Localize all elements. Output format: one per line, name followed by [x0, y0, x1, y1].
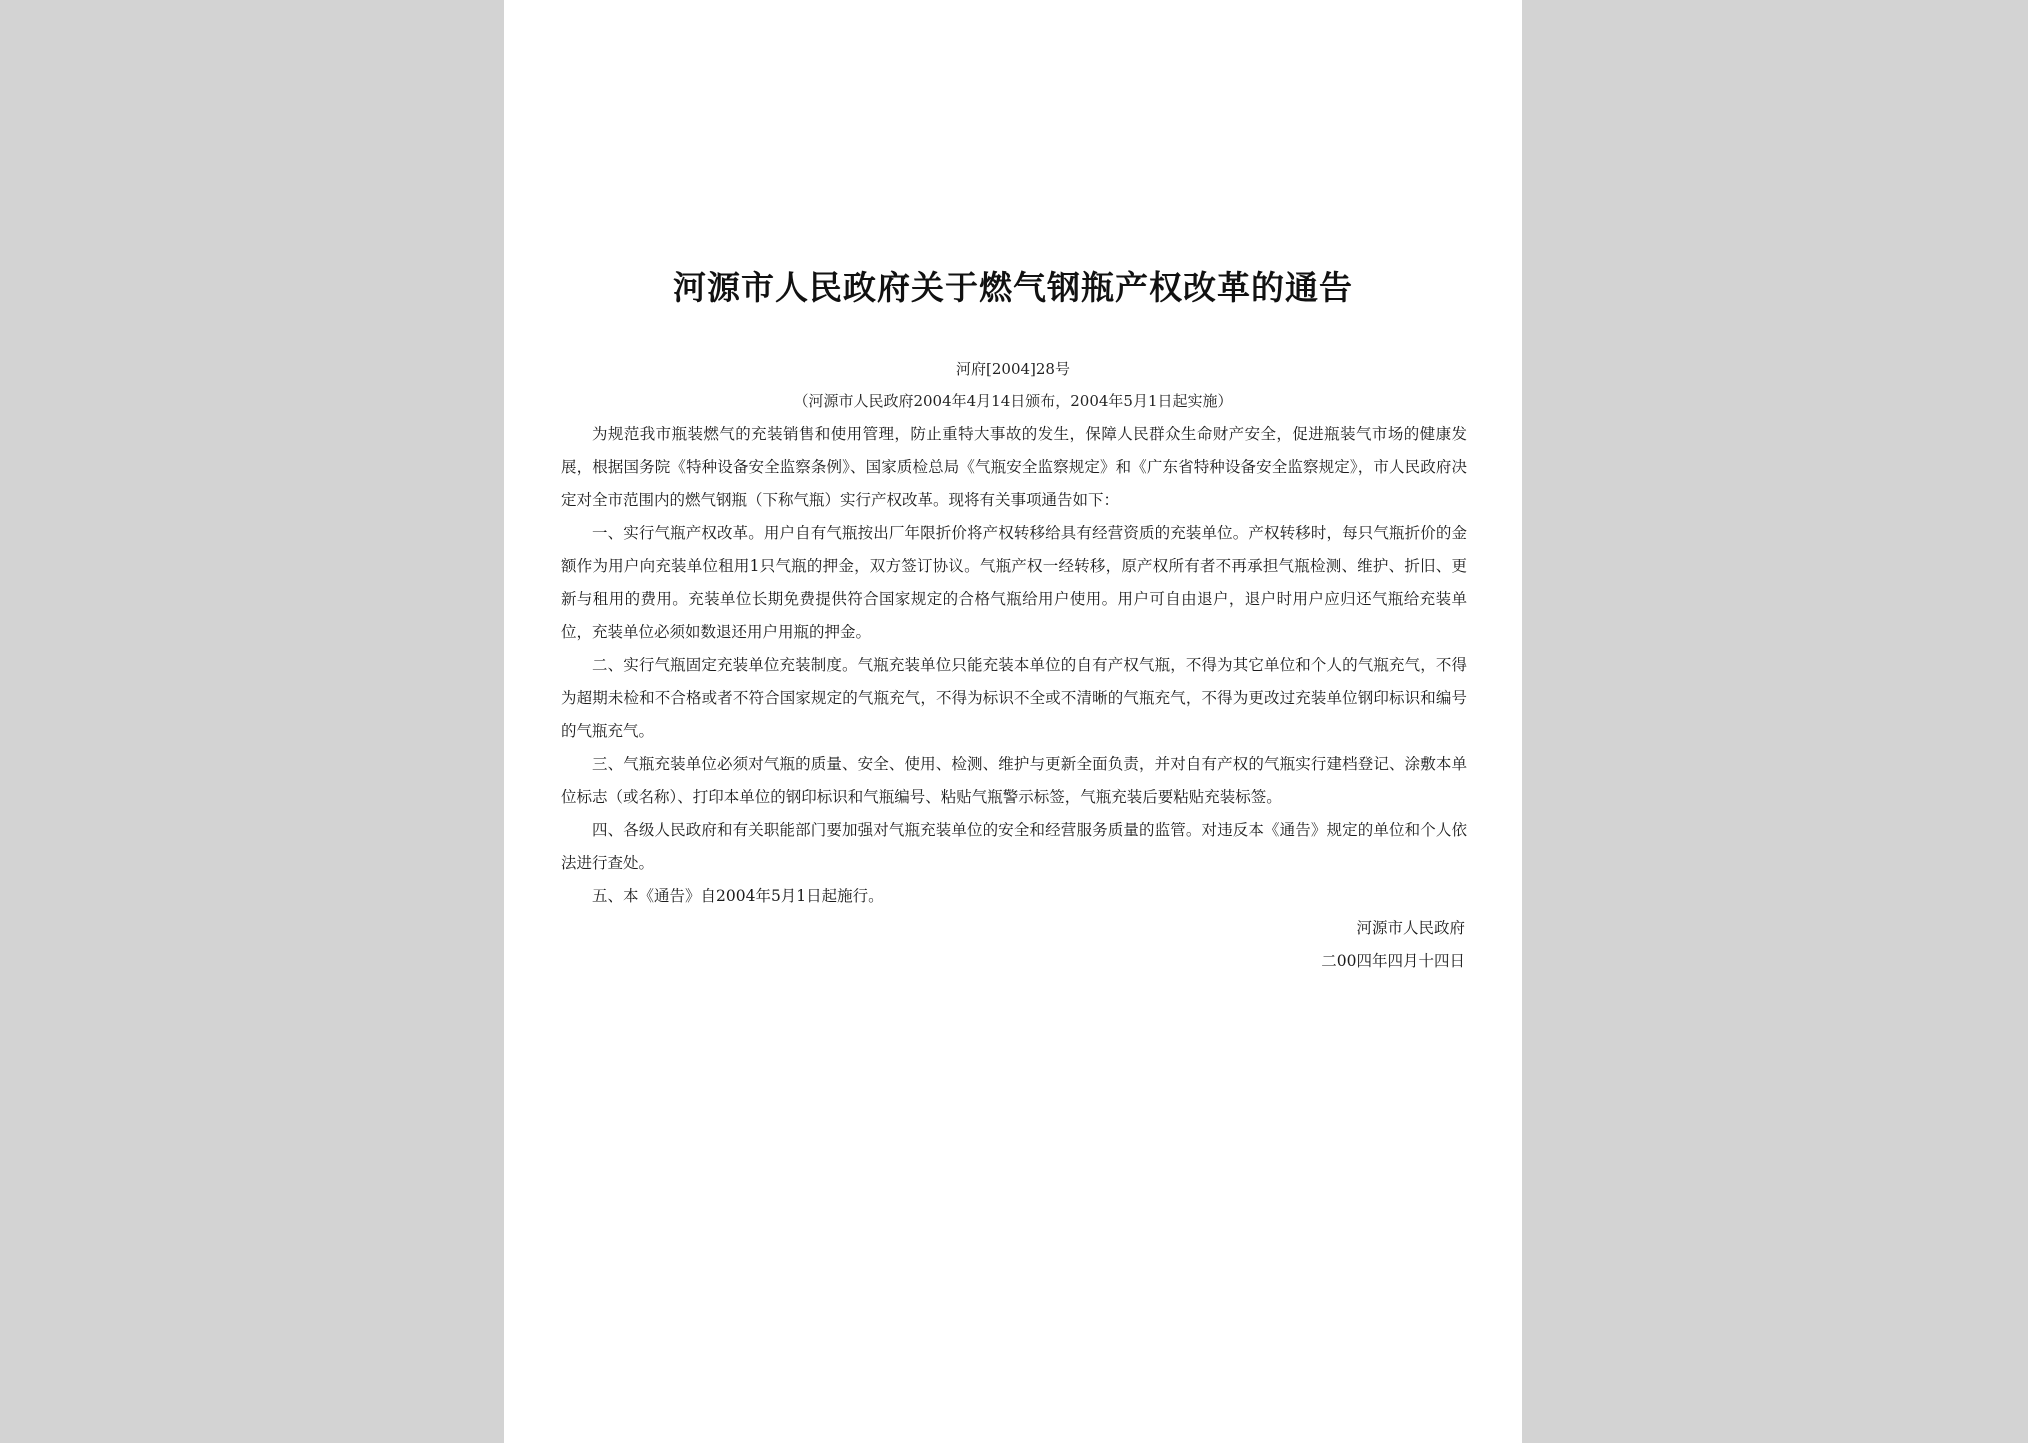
- issuer-name: 河源市人民政府: [1356, 919, 1465, 937]
- document-body: [561, 418, 1467, 913]
- document-number: 河府[2004]28号: [956, 360, 1070, 378]
- clause-paragraph-2: 二、实行气瓶固定充装单位充装制度。气瓶充装单位只能充装本单位的自有产权气瓶，不得为其它单位和个人的气瓶充气，不得为超期未检和不合格或者不符合国家规定的气瓶充气，不得为标识不全或不清晰的气瓶充气，不得为更改过充装单位钢印标识和编号的气瓶充气。: [561, 656, 1467, 740]
- promulgation-note: （河源市人民政府2004年4月14日颁布，2004年5月1日起实施）: [793, 392, 1233, 410]
- document-page: [504, 0, 1522, 1443]
- signature-block: [1321, 912, 1465, 978]
- clause-paragraph-1: 一、实行气瓶产权改革。用户自有气瓶按出厂年限折价将产权转移给具有经营资质的充装单位。产权转移时，每只气瓶折价的金额作为用户向充装单位租用1只气瓶的押金，双方签订协议。气瓶产权一经转移，原产权所有者不再承担气瓶检测、维护、折旧、更新与租用的费用。充装单位长期免费提供符合国家规定的合格气瓶给用户使用。用户可自由退户，退户时用户应归还气瓶给充装单位，充装单位必须如数退还用户用瓶的押金。: [561, 524, 1467, 641]
- document-title: 河源市人民政府关于燃气钢瓶产权改革的通告: [673, 268, 1353, 307]
- intro-paragraph: 为规范我市瓶装燃气的充装销售和使用管理，防止重特大事故的发生，保障人民群众生命财产安全，促进瓶装气市场的健康发展，根据国务院《特种设备安全监察条例》、国家质检总局《气瓶安全监察规定》和《广东省特种设备安全监察规定》，市人民政府决定对全市范围内的燃气钢瓶（下称气瓶）实行产权改革。现将有关事项通告如下：: [561, 425, 1467, 509]
- issue-date: 二00四年四月十四日: [1321, 952, 1465, 970]
- clause-paragraph-5: 五、本《通告》自2004年5月1日起施行。: [592, 887, 884, 905]
- clause-paragraph-3: 三、气瓶充装单位必须对气瓶的质量、安全、使用、检测、维护与更新全面负责，并对自有产权的气瓶实行建档登记、涂敷本单位标志（或名称）、打印本单位的钢印标识和气瓶编号、粘贴气瓶警示标签，气瓶充装后要粘贴充装标签。: [561, 755, 1467, 806]
- clause-paragraph-4: 四、各级人民政府和有关职能部门要加强对气瓶充装单位的安全和经营服务质量的监管。对违反本《通告》规定的单位和个人依法进行查处。: [561, 821, 1467, 872]
